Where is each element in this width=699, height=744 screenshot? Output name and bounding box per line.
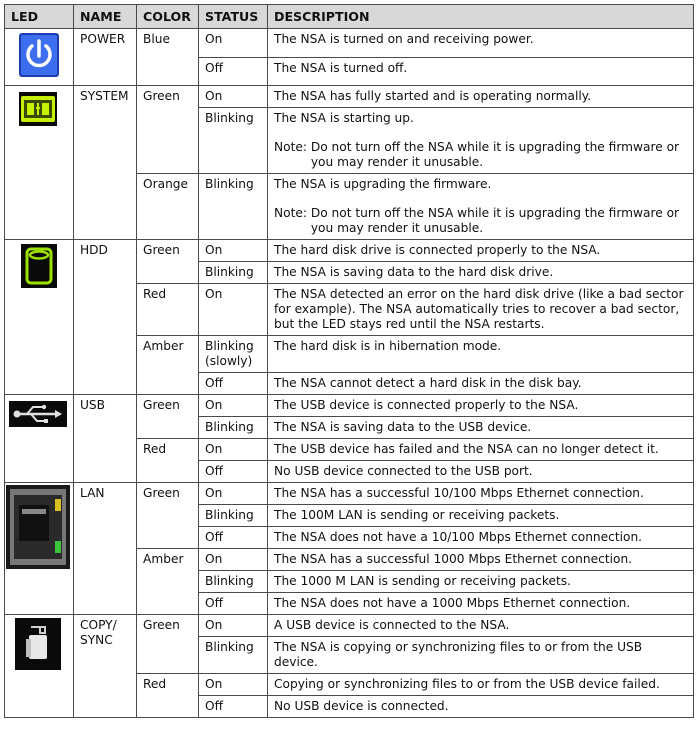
header-led: LED bbox=[5, 5, 74, 29]
led-cell-system bbox=[5, 86, 74, 240]
table-row bbox=[5, 240, 694, 262]
note bbox=[274, 140, 687, 170]
led-description: The NSA does not have a 10/100 Mbps Ethernet connection. bbox=[268, 527, 694, 549]
led-status: Off bbox=[199, 57, 268, 86]
led-description: The NSA has a successful 1000 Mbps Ethernet connection. bbox=[268, 549, 694, 571]
led-status: Blinking bbox=[199, 174, 268, 240]
led-status: Off bbox=[199, 373, 268, 395]
led-description: The 100M LAN is sending or receiving packets. bbox=[268, 505, 694, 527]
led-name: SYSTEM bbox=[74, 86, 137, 240]
led-status: On bbox=[199, 615, 268, 637]
led-description: The NSA has a successful 10/100 Mbps Ethernet connection. bbox=[268, 483, 694, 505]
usb-icon bbox=[5, 395, 71, 435]
led-description: The NSA does not have a 1000 Mbps Ethernet connection. bbox=[268, 593, 694, 615]
led-description: The NSA has fully started and is operating normally. bbox=[268, 86, 694, 108]
led-cell-usb bbox=[5, 395, 74, 483]
led-color: Green bbox=[137, 86, 199, 174]
led-status: On bbox=[199, 674, 268, 696]
led-status: On bbox=[199, 483, 268, 505]
led-status: Off bbox=[199, 527, 268, 549]
led-description: A USB device is connected to the NSA. bbox=[268, 615, 694, 637]
led-cell-lan bbox=[5, 483, 74, 615]
led-name: LAN bbox=[74, 483, 137, 615]
led-cell-hdd bbox=[5, 240, 74, 395]
led-color: Amber bbox=[137, 549, 199, 615]
led-status: Blinking bbox=[199, 505, 268, 527]
led-name: POWER bbox=[74, 29, 137, 86]
header-status: STATUS bbox=[199, 5, 268, 29]
copy-sync-icon bbox=[5, 615, 71, 675]
header-name: NAME bbox=[74, 5, 137, 29]
led-status: Blinking (slowly) bbox=[199, 336, 268, 373]
led-cell-power bbox=[5, 29, 74, 86]
description-text: The NSA is upgrading the firmware. bbox=[274, 177, 492, 191]
table-row bbox=[5, 29, 694, 58]
led-color: Red bbox=[137, 674, 199, 718]
note-label: Note: bbox=[274, 140, 307, 154]
led-description: The NSA detected an error on the hard disk drive (like a bad sector for example). The NSA automatically tries to recover a bad sector, but the LED stays red until the NSA restarts. bbox=[268, 284, 694, 336]
led-status: On bbox=[199, 549, 268, 571]
led-status: Off bbox=[199, 593, 268, 615]
table-row bbox=[5, 483, 694, 505]
led-status: On bbox=[199, 29, 268, 58]
header-description: DESCRIPTION bbox=[268, 5, 694, 29]
led-status: On bbox=[199, 395, 268, 417]
note bbox=[274, 206, 687, 236]
led-description: The NSA cannot detect a hard disk in the disk bay. bbox=[268, 373, 694, 395]
table-row bbox=[5, 615, 694, 637]
led-color: Orange bbox=[137, 174, 199, 240]
note-label: Note: bbox=[274, 206, 307, 220]
led-status: On bbox=[199, 86, 268, 108]
led-status: On bbox=[199, 284, 268, 336]
led-description: The NSA is saving data to the hard disk drive. bbox=[268, 262, 694, 284]
led-status: Blinking bbox=[199, 417, 268, 439]
note-text: Do not turn off the NSA while it is upgrading the firmware or you may render it unusable. bbox=[310, 140, 680, 169]
led-status: On bbox=[199, 240, 268, 262]
led-color: Blue bbox=[137, 29, 199, 86]
led-status: Blinking bbox=[199, 637, 268, 674]
lan-port-icon bbox=[5, 483, 71, 571]
note-text: Do not turn off the NSA while it is upgrading the firmware or you may render it unusable. bbox=[310, 206, 680, 235]
led-color: Red bbox=[137, 284, 199, 336]
led-table bbox=[4, 4, 694, 718]
led-name: COPY/ SYNC bbox=[74, 615, 137, 718]
led-color: Green bbox=[137, 240, 199, 284]
led-color: Amber bbox=[137, 336, 199, 395]
led-cell-copy bbox=[5, 615, 74, 718]
system-icon bbox=[5, 86, 71, 136]
led-status: Blinking bbox=[199, 262, 268, 284]
power-icon bbox=[5, 29, 71, 85]
led-color: Green bbox=[137, 395, 199, 439]
led-description bbox=[268, 174, 694, 240]
hdd-icon bbox=[5, 240, 71, 294]
led-description: No USB device is connected. bbox=[268, 696, 694, 718]
description-text: The NSA is starting up. bbox=[274, 111, 414, 125]
led-color: Red bbox=[137, 439, 199, 483]
led-description: The hard disk drive is connected properly to the NSA. bbox=[268, 240, 694, 262]
table-row bbox=[5, 86, 694, 108]
header-row bbox=[5, 5, 694, 29]
led-color: Green bbox=[137, 483, 199, 549]
table-row bbox=[5, 395, 694, 417]
led-status: On bbox=[199, 439, 268, 461]
led-name: HDD bbox=[74, 240, 137, 395]
led-description: Copying or synchronizing files to or from the USB device failed. bbox=[268, 674, 694, 696]
led-color: Green bbox=[137, 615, 199, 674]
header-color: COLOR bbox=[137, 5, 199, 29]
led-name: USB bbox=[74, 395, 137, 483]
led-description: The NSA is turned off. bbox=[268, 57, 694, 86]
led-description: The hard disk is in hibernation mode. bbox=[268, 336, 694, 373]
led-description: The USB device has failed and the NSA can no longer detect it. bbox=[268, 439, 694, 461]
led-description: The 1000 M LAN is sending or receiving packets. bbox=[268, 571, 694, 593]
led-description bbox=[268, 108, 694, 174]
led-description: No USB device connected to the USB port. bbox=[268, 461, 694, 483]
led-description: The USB device is connected properly to the NSA. bbox=[268, 395, 694, 417]
led-status: Blinking bbox=[199, 108, 268, 174]
led-status: Off bbox=[199, 696, 268, 718]
led-description: The NSA is saving data to the USB device. bbox=[268, 417, 694, 439]
led-description: The NSA is copying or synchronizing files to or from the USB device. bbox=[268, 637, 694, 674]
led-status: Blinking bbox=[199, 571, 268, 593]
led-description: The NSA is turned on and receiving power. bbox=[268, 29, 694, 58]
led-status: Off bbox=[199, 461, 268, 483]
